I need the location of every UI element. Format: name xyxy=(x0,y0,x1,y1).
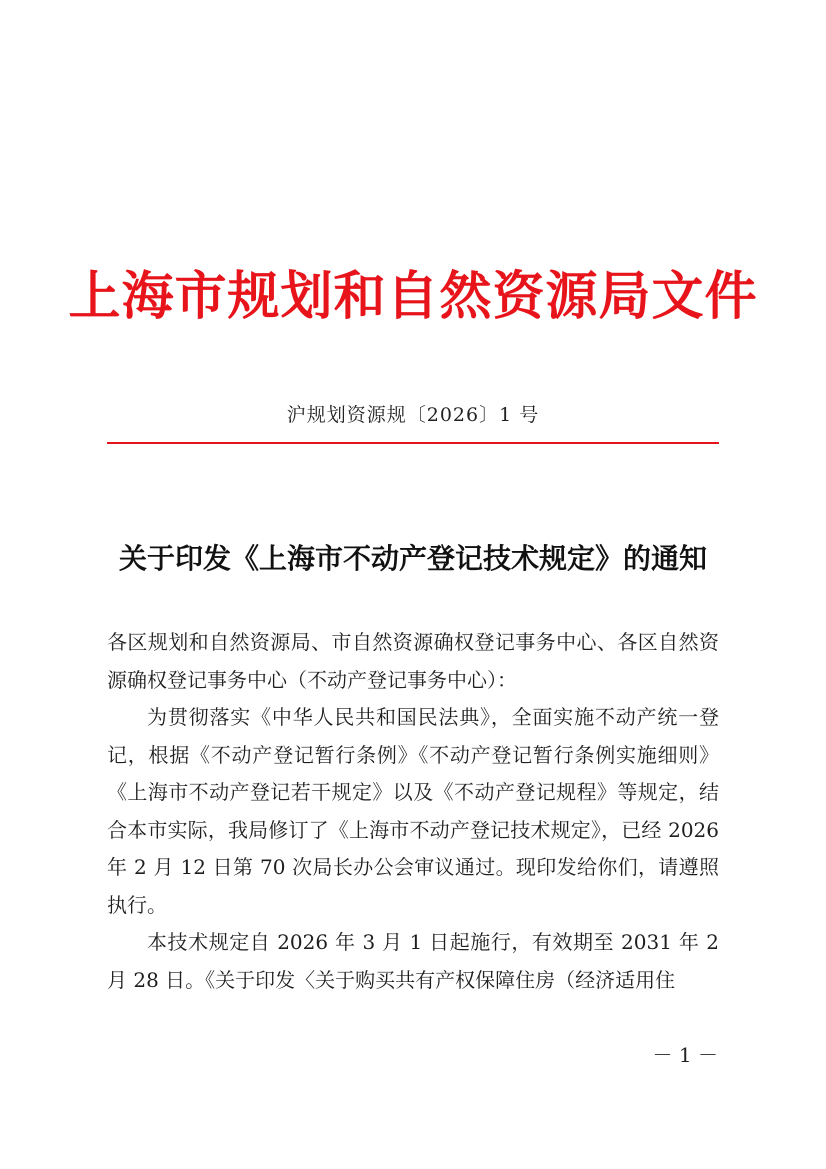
salutation: 各区规划和自然资源局、市自然资源确权登记事务中心、各区自然资源确权登记事务中心（不动产登记事务中心）： xyxy=(107,630,719,692)
notice-title: 关于印发《上海市不动产登记技术规定》的通知 xyxy=(118,542,707,575)
body-paragraph: 本技术规定自 2026 年 3 月 1 日起施行，有效期至 2031 年 2 月 28 日。《关于印发〈关于购买共有产权保障住房（经济适用住 xyxy=(107,930,719,992)
document-number: 沪规划资源规〔2026〕1 号 xyxy=(286,404,540,426)
red-divider-line xyxy=(107,442,719,444)
body-paragraph: 为贯彻落实《中华人民共和国民法典》，全面实施不动产统一登记，根据《不动产登记暂行条例》《不动产登记暂行条例实施细则》《上海市不动产登记若干规定》以及《不动产登记规程》等规定，结合本市实际，我局修订了《上海市不动产登记技术规定》，已经 2026 年 2 月 12 日第 70 次局长办公会审议通过。现印发给你们，请遵照执行。 xyxy=(107,705,719,917)
page-number: － 1 － xyxy=(652,1043,718,1067)
masthead-title: 上海市规划和自然资源局文件 xyxy=(68,266,758,327)
document-body xyxy=(107,624,719,999)
